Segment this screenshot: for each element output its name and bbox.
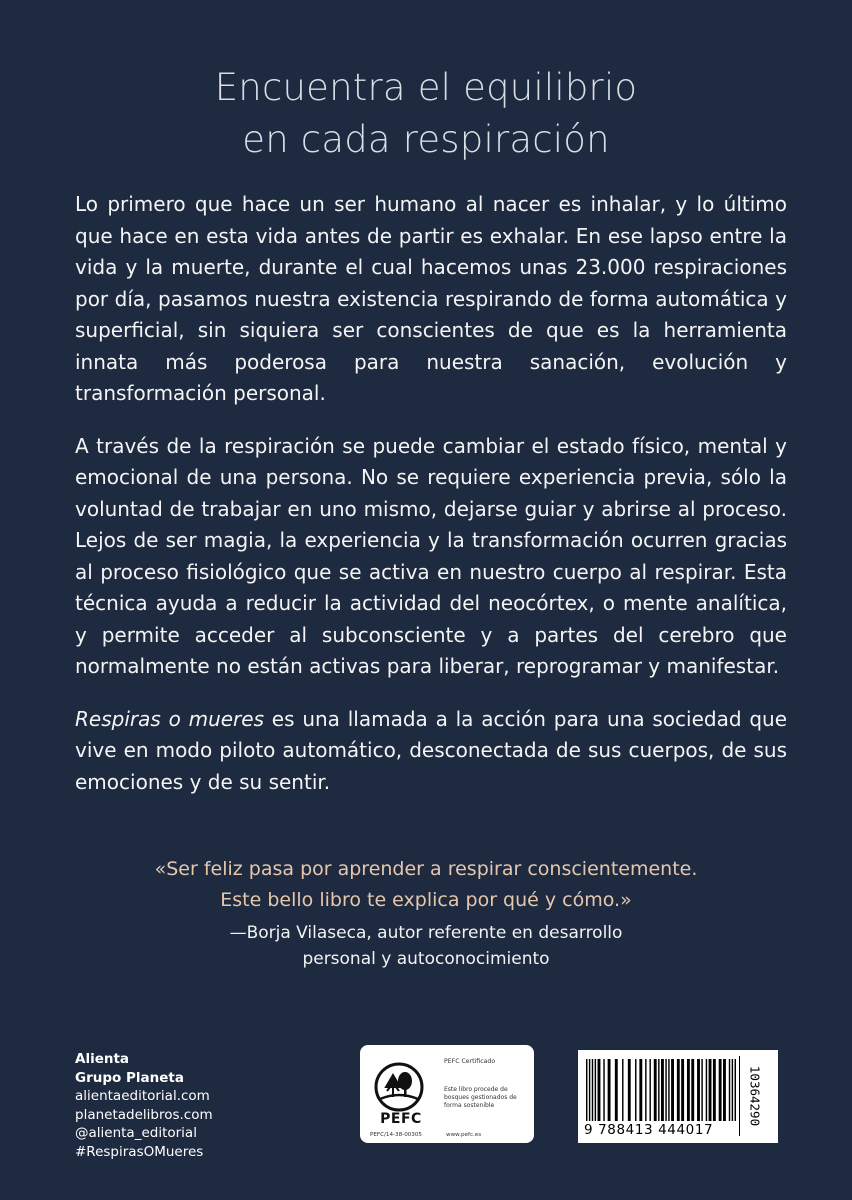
pefc-certification-label [360,1045,534,1143]
publisher-website-1: alientaeditorial.com [75,1088,210,1105]
barcode-bar [677,1059,680,1121]
isbn-number: 9 788413 444017 [584,1122,714,1138]
barcode-divider [739,1056,740,1136]
isbn-barcode [578,1050,778,1143]
blurb-quote [0,854,852,916]
publisher-group: Grupo Planeta [75,1069,184,1086]
barcode-bar [691,1059,694,1121]
barcode-bar [608,1059,611,1121]
publisher-website-2: planetadelibros.com [75,1106,213,1123]
barcode-bar [603,1059,604,1121]
book-title-italic: Respiras o mueres [75,706,265,731]
barcode-bar [668,1059,669,1121]
back-cover-headline [0,62,852,166]
barcode-bar [719,1059,722,1121]
pefc-code: PEFC/14-38-00305 [370,1132,422,1138]
barcode-bar [671,1059,674,1121]
synopsis [75,189,787,819]
barcode-bar [732,1059,733,1121]
publisher-social-handle: @alienta_editorial [75,1125,197,1142]
synopsis-paragraph-2: A través de la respiración se puede cambiar el estado físico, mental y emocional de una persona. No se requiere experiencia previa, sólo la voluntad de trabajar en uno mismo, dejarse guiar y abrirse al proceso. Lejos de ser magia, la experiencia y la transformación ocurren gracias al proceso fisiológico que se activa en nuestro cuerpo al respirar. Esta técnica ayuda a reducir la actividad del neocórtex, o mente analítica, y permite acceder al subconsciente y a partes del cerebro que normalmente no están activas para liberar, reprogramar y manifestar. [75,433,787,678]
pefc-certified-text: PEFC Certificado [444,1058,496,1065]
quote-line-2: Este bello libro te explica por qué y cómo.» [220,889,632,911]
barcode-bar [661,1059,664,1121]
barcode-bar [709,1059,712,1121]
barcode-bar [635,1059,636,1121]
headline-line-2: en cada respiración [242,118,610,161]
barcode-bar [701,1059,702,1121]
publisher-hashtag: #RespirasOMueres [75,1143,204,1160]
attribution-line-2: personal y autoconocimiento [302,949,550,969]
synopsis-paragraph-1: Lo primero que hace un ser humano al nacer es inhalar, y lo último que hace en esta vida antes de partir es exhalar. En ese lapso entre la vida y la muerte, durante el cual hacemos unas 23.000 respiraciones por día, pasamos nuestra existencia respirando de forma automática y superficial, sin siquiera ser conscientes de que es la herramienta innata más poderosa para nuestra sanación, evolución y transformación personal. [75,192,787,405]
headline-line-1: Encuentra el equilibrio [214,66,638,109]
barcode-bar [687,1059,690,1121]
synopsis-paragraph-3 [75,704,787,799]
barcode-bar [706,1059,707,1121]
internal-code: 10364290 [747,1065,763,1127]
quote-line-1: «Ser feliz pasa por aprender a respirar conscientemente. [154,858,698,880]
barcode-bar [595,1059,596,1121]
pefc-logo-text: PEFC [380,1111,422,1127]
barcode-bar [654,1059,657,1121]
synopsis-paragraph-3-text: es una llamada a la acción para una sociedad que vive en modo piloto automático, desconectada de sus cuerpos, de sus emociones y de su sentir. [75,706,788,794]
attribution-line-1: —Borja Vilaseca, autor referente en desarrollo [229,923,623,943]
barcode-bar [592,1059,593,1121]
barcode-bar [735,1059,736,1121]
barcode-bar [729,1059,730,1121]
barcode-bars [586,1059,736,1121]
barcode-bar [723,1059,726,1121]
barcode-bar [681,1059,684,1121]
barcode-bar [615,1059,618,1121]
barcode-bar [628,1059,631,1121]
publisher-name: Alienta [75,1051,130,1067]
barcode-bar [639,1059,642,1121]
quote-attribution [0,920,852,972]
barcode-bar [586,1059,587,1121]
barcode-bar [649,1059,650,1121]
barcode-bar [622,1059,623,1121]
barcode-bar [665,1059,666,1121]
barcode-bar [697,1059,700,1121]
barcode-bar [658,1059,659,1121]
pefc-website: www.pefc.es [446,1132,482,1138]
pefc-trees-logo-icon [368,1061,430,1141]
pefc-description: Este libro procede de bosques gestionados de forma sostenible [444,1086,517,1109]
barcode-bar [645,1059,646,1121]
publisher-info [75,1050,213,1162]
barcode-bar [598,1059,601,1121]
internal-code-label [744,1054,766,1138]
barcode-bar [713,1059,716,1121]
barcode-bar [589,1059,590,1121]
